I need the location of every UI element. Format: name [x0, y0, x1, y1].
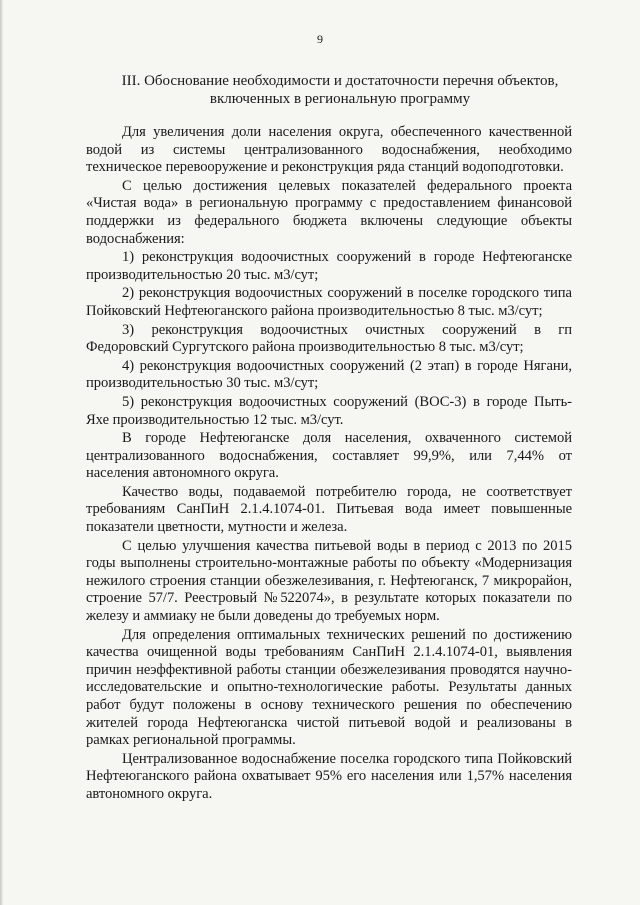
document-body — [86, 124, 572, 804]
list-item-5: 5) реконструкция водоочистных сооружений (ВОС-3) в городе Пыть-Яхе производительностью 12 тыс. м3/сут. — [86, 393, 572, 428]
paragraph-1: Для увеличения доли населения округа, обеспеченного качественной водой из системы централизованного водоснабжения, необходимо техническое перевооружение и реконструкция ряда станций водоподготовки. — [86, 124, 572, 176]
paragraph-6: Для определения оптимальных технических решений по достижению качества очищенной воды требованиям СанПиН 2.1.4.1074-01, выявления причин неэффективной работы станции обезжелезивания проводятся научно-исследовательские и опытно-технологические работы. Результаты данных работ будут положены в основу технического решения по обеспечению жителей города Нефтеюганска чистой питьевой водой и реализованы в рамках региональной программы. — [86, 626, 572, 749]
list-item-1: 1) реконструкция водоочистных сооружений в городе Нефтеюганске производительностью 20 тыс. м3/сут; — [86, 249, 572, 283]
section-heading-line-2: включенных в региональную программу — [209, 91, 471, 107]
list-item-2: 2) реконструкция водоочистных сооружений в поселке городского типа Пойковский Нефтеюганского района производительностью 8 тыс. м3/сут; — [86, 285, 572, 319]
section-heading — [90, 72, 590, 108]
paragraph-7: Централизованное водоснабжение поселка городского типа Пойковский Нефтеюганского района охватывает 95% его населения или 1,57% населения автономного округа. — [86, 750, 572, 802]
scan-edge — [0, 0, 3, 905]
paragraph-4: Качество воды, подаваемой потребителю города, не соответствует требованиям СанПиН 2.1.4.1074-01. Питьевая вода имеет повышенные показатели цветности, мутности и железа. — [86, 483, 572, 536]
list-item-3: 3) реконструкция водоочистных очистных сооружений в гп Федоровский Сургутского района производительностью 8 тыс. м3/сут; — [86, 321, 572, 356]
paragraph-2: С целью достижения целевых показателей федерального проекта «Чистая вода» в региональную программу с предоставлением финансовой поддержки из федерального бюджета включены следующие объекты водоснабжения: — [86, 177, 572, 247]
paragraph-3: В городе Нефтеюганске доля населения, охваченного системой централизованного водоснабжения, составляет 99,9%, или 7,44% от населения автономного округа. — [86, 430, 572, 482]
list-item-4: 4) реконструкция водоочистных сооружений (2 этап) в городе Нягани, производительностью 30 тыс. м3/сут; — [86, 357, 572, 392]
section-heading-line-1: III. Обоснование необходимости и достаточности перечня объектов, — [121, 73, 559, 89]
page-number: 9 — [317, 32, 323, 46]
paragraph-5: С целью улучшения качества питьевой воды в период с 2013 по 2015 годы выполнены строительно-монтажные работы по объекту «Модернизация нежилого строения станции обезжелезивания, г. Нефтеюганск, 7 микрорайон, строение 57/7. Реестровый №522074», в результате которых показатели по железу и аммиаку не были доведены до требуемых норм. — [86, 537, 572, 625]
